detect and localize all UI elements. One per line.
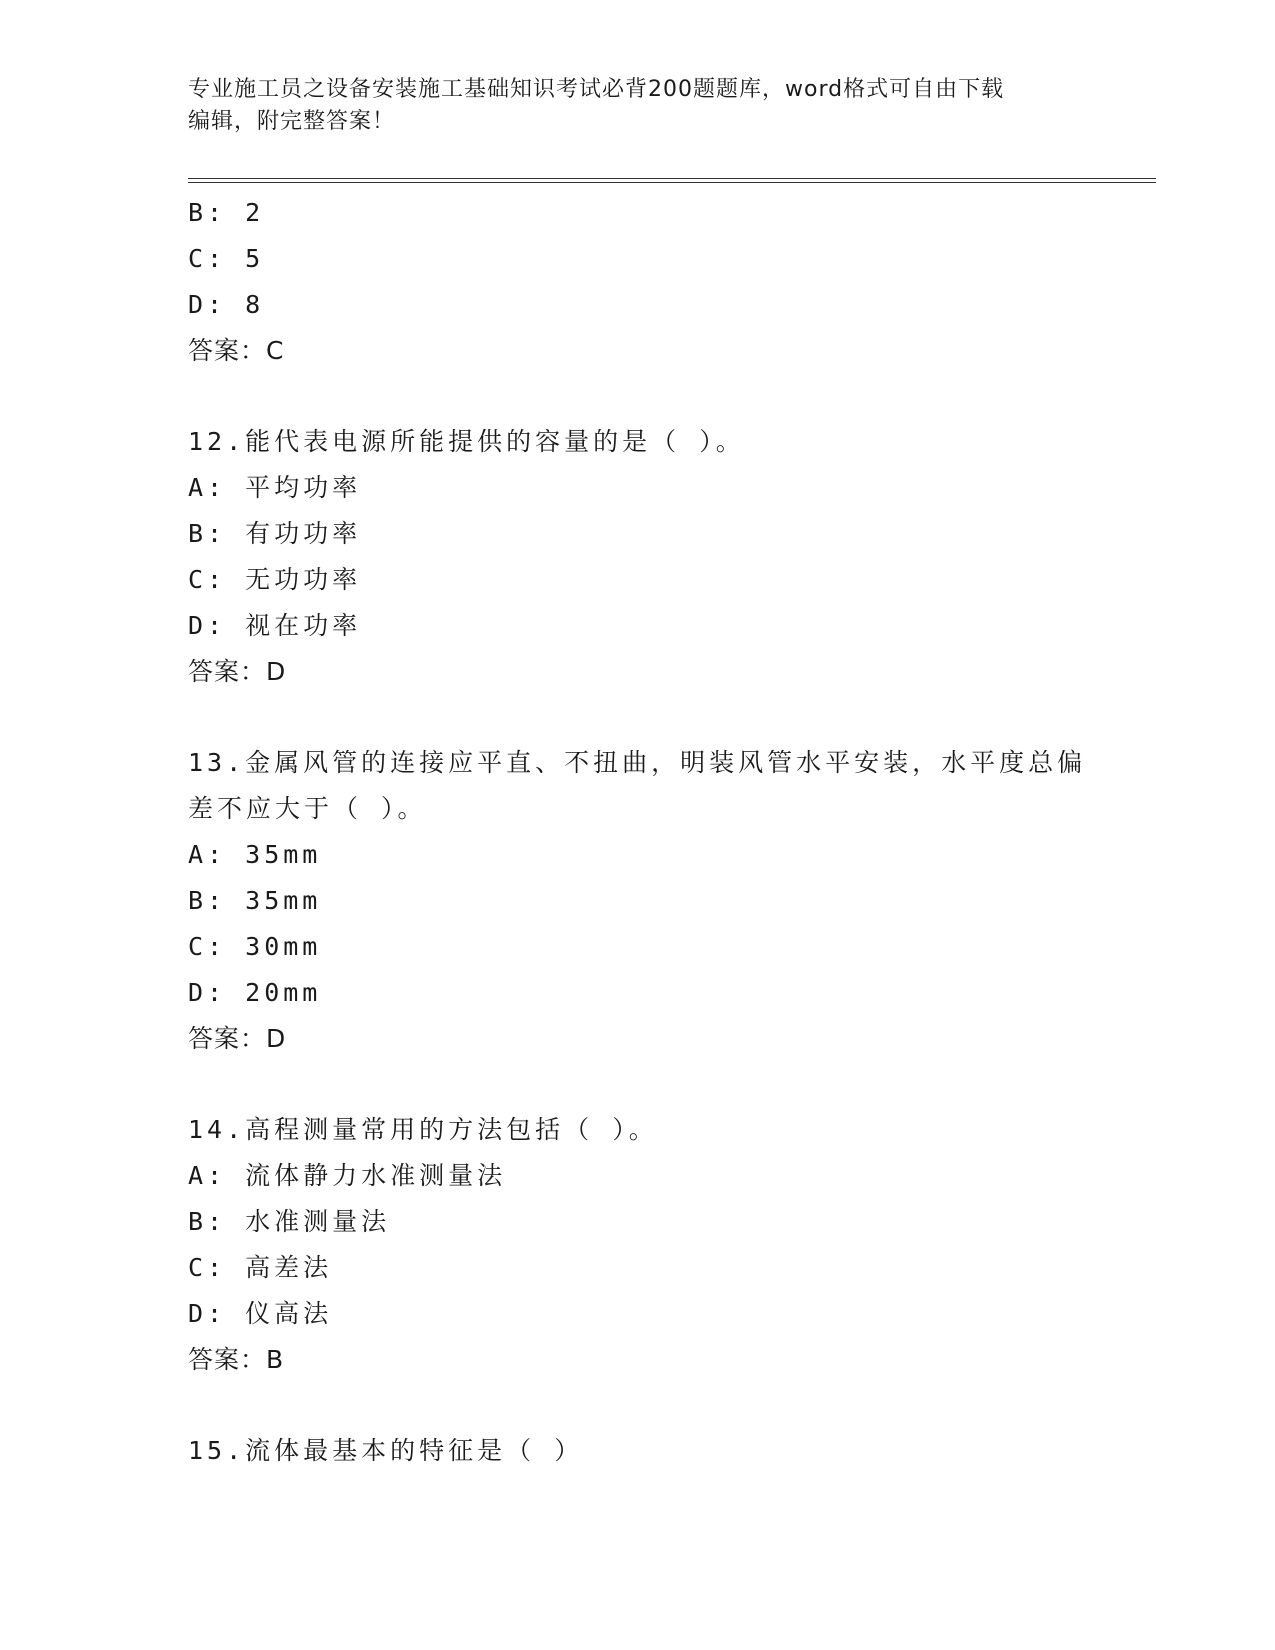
option-c: C: 无功功率	[188, 565, 362, 594]
option-b: B: 有功功率	[188, 519, 362, 548]
option-c: C: 30mm	[188, 932, 322, 961]
question-text-line1: 13.金属风管的连接应平直、不扭曲，明装风管水平安装，水平度总偏	[188, 748, 1087, 777]
question-text: 14.高程测量常用的方法包括（ ）。	[188, 1115, 658, 1144]
option-c: C: 高差法	[188, 1253, 333, 1282]
answer: 答案：B	[188, 1345, 285, 1374]
option-d: D: 仪高法	[188, 1299, 333, 1328]
answer: 答案：D	[188, 1024, 287, 1053]
header-title-line1: 专业施工员之设备安装施工基础知识考试必背200题题库，word格式可自由下载	[188, 77, 1005, 102]
question-11-tail	[188, 190, 1088, 374]
question-text-line2: 差不应大于（ ）。	[188, 794, 427, 823]
document-header	[188, 74, 1068, 138]
question-13	[188, 740, 1088, 1062]
option-c: C: 5	[188, 244, 265, 273]
option-b: B: 35mm	[188, 886, 322, 915]
question-12	[188, 419, 1088, 695]
option-b: B: 水准测量法	[188, 1207, 391, 1236]
option-a: A: 流体静力水准测量法	[188, 1161, 507, 1190]
option-b: B: 2	[188, 198, 265, 227]
option-d: D: 8	[188, 290, 265, 319]
option-d: D: 视在功率	[188, 611, 362, 640]
question-text: 12.能代表电源所能提供的容量的是（ ）。	[188, 427, 745, 456]
option-d: D: 20mm	[188, 978, 322, 1007]
header-title-line2: 编辑，附完整答案！	[188, 109, 396, 134]
question-15	[188, 1428, 1088, 1474]
answer: 答案：C	[188, 336, 285, 365]
question-text: 15.流体最基本的特征是（ ）	[188, 1436, 584, 1465]
answer: 答案：D	[188, 657, 287, 686]
header-divider-bottom	[188, 182, 1156, 183]
option-a: A: 平均功率	[188, 473, 362, 502]
question-14	[188, 1107, 1088, 1383]
header-divider-top	[188, 178, 1156, 179]
question-list	[188, 190, 1088, 1474]
option-a: A: 35mm	[188, 840, 322, 869]
